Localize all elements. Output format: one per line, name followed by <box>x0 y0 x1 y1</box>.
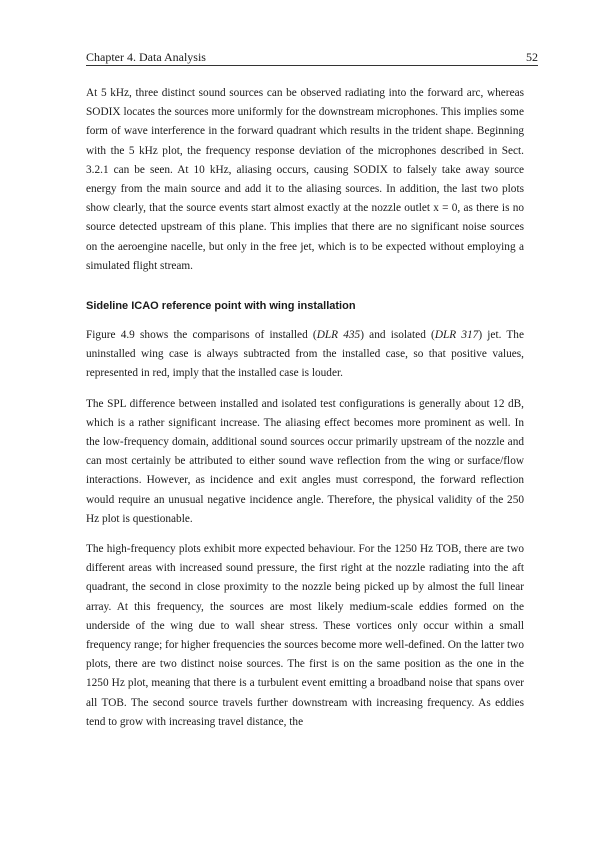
chapter-title: Chapter 4. Data Analysis <box>86 50 206 64</box>
section-heading: Sideline ICAO reference point with wing installation <box>86 300 356 313</box>
text-segment: ) and isolated ( <box>360 329 435 342</box>
running-header <box>86 49 538 65</box>
header-rule <box>86 65 538 66</box>
paragraph-spl-difference: The SPL difference between installed and isolated test configurations is generally about 12 dB, which is a rather significant increase. The aliasing effect becomes more prominent as well. In the low-frequency domain, additional sound sources occur primarily upstream of the nozzle and can most certainly be attributed to either sound wave reflection from the wing or surface/flow interactions. However, as incidence and exit angles must correspond, the forward reflection would require an unusual negative incidence angle. Therefore, the physical validity of the 250 Hz plot is questionable. <box>86 397 524 525</box>
case-label-isolated: DLR 317 <box>434 329 479 342</box>
text-segment: ) jet. The uninstalled wing case is always subtracted from the installed case, so that positive values, represented in red, imply that the installed case is louder. <box>86 329 524 380</box>
page-number: 52 <box>526 50 538 64</box>
page-body <box>86 84 524 743</box>
paragraph-high-frequency: The high-frequency plots exhibit more expected behaviour. For the 1250 Hz TOB, there are two different areas with increased sound pressure, the first right at the nozzle radiating into the aft quadrant, the second in close proximity to the nozzle being picked up by almost the full linear array. At this frequency, the sources are most likely medium-scale eddies formed on the underside of the wing due to wall shear stress. These vortices only occur within a small frequency range; for higher frequencies the sources become more well-defined. On the latter two plots, there are two distinct noise sources. The first is on the same position as the one in the 1250 Hz plot, meaning that there is a turbulent event emitting a broadband noise that spans over all TOB. The second source travels further downstream with increasing frequency. As eddies tend to grow with increasing travel distance, the <box>86 543 524 728</box>
case-label-installed: DLR 435 <box>316 329 361 342</box>
text-segment: Figure 4.9 shows the comparisons of installed ( <box>86 329 317 342</box>
paragraph-forward-arc: At 5 kHz, three distinct sound sources can be observed radiating into the forward arc, whereas SODIX locates the sources more uniformly for the downstream microphones. This implies some form of wave interference in the forward quadrant which results in the trident shape. Beginning with the 5 kHz plot, the frequency response deviation of the microphones described in Sect. 3.2.1 can be seen. At 10 kHz, aliasing occurs, causing SODIX to falsely take away source energy from the main source and add it to the aliasing sources. In addition, the last two plots show clearly, that the source events start almost exactly at the nozzle outlet x = 0, as there is no source detected upstream of this plane. This implies that there are no significant noise sources on the aeroengine nacelle, but only in the free jet, which is to be expected without employing a simulated flight stream. <box>86 87 524 272</box>
paragraph-figure-comparison <box>86 326 524 384</box>
